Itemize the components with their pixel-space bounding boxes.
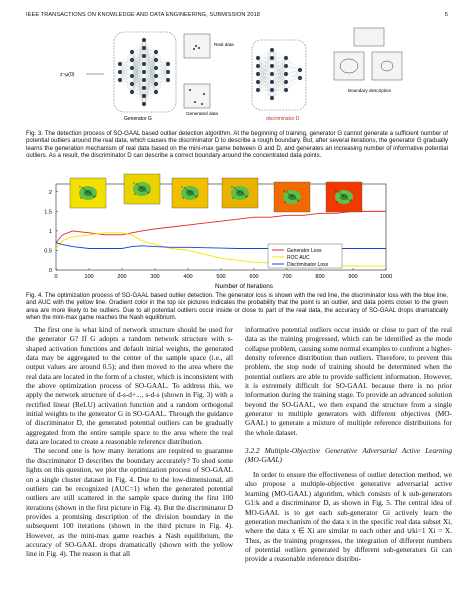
legend-entry: ROC AUC xyxy=(287,255,310,261)
neuron xyxy=(142,94,146,98)
paragraph: In order to ensure the effectiveness of outlier detection method, we also propose a multiple-objective generative adversarial active learning (MO-GAAL) algorithm, which consists of k sub-generators G1:k and a discriminator D, as shown in Fig. 5. The central idea of MO-GAAL is to get each sub-generator Gi actively learn the generation mechanism of the data x in the specific real data subset Xi, where the data x ∈ Xi are similar to each other and ∪ki=1 Xi = X. Thus, as the training progresses, the integration of different numbers of potential outliers generated by different sub-generators Gi can provide a reasonable reference distribu- xyxy=(245,470,452,564)
neuron xyxy=(284,88,288,92)
generated-data-label: Generated data xyxy=(186,111,218,116)
x-tick-label: 500 xyxy=(216,274,226,280)
neuron xyxy=(142,86,146,90)
x-tick-label: 1000 xyxy=(379,274,393,280)
generator-label: Generator G xyxy=(124,116,152,122)
neuron xyxy=(154,82,158,86)
neuron xyxy=(118,70,122,74)
neuron xyxy=(118,78,122,82)
x-tick-label: 600 xyxy=(249,274,259,280)
neuron xyxy=(130,74,134,78)
paragraph: informative potential outliers occur inside or close to part of the real data as the training progressed, which can be identified as the mode collapse problem, causing some normal examples to confront a higher-density reference distribution than outliers. Therefore, to prevent this problem, the stop node of training should be determined when the potential outliers are able to provide sufficient information. However, it is extremely difficult for SO-GAAL because there is no prior information during the training stage. To provide an advanced solution beyond the SO-GAAL, we then expand the structure from a single generator to multiple generators with different objectives (MO-GAAL) to generate a mixture of multiple reference distributions for the whole dataset. xyxy=(245,325,452,437)
neuron xyxy=(154,58,158,62)
x-axis-title: Number of Iterations xyxy=(215,283,273,290)
neuron xyxy=(142,78,146,82)
boundary-label: Boundary description xyxy=(348,88,392,93)
discriminator-label: discriminator D xyxy=(266,116,300,122)
neuron xyxy=(154,66,158,70)
neuron xyxy=(270,64,274,68)
legend-entry: Discriminator Loss xyxy=(287,262,329,268)
left-column xyxy=(26,325,233,559)
x-tick-label: 200 xyxy=(117,274,127,280)
real-data-panel xyxy=(184,34,234,58)
y-tick-label: 0.5 xyxy=(44,248,52,255)
x-tick-label: 700 xyxy=(282,274,292,280)
neuron xyxy=(256,56,260,60)
x-tick-label: 800 xyxy=(315,274,325,280)
neuron xyxy=(256,72,260,76)
neuron xyxy=(166,78,170,82)
noise-label: z~μ(0) xyxy=(60,72,75,78)
neuron xyxy=(270,48,274,52)
neuron xyxy=(256,80,260,84)
figure3-caption: Fig. 3. The detection process of SO-GAAL based outlier detection algorithm. At the beginning of training, generator G cannot generate a sufficient number of potential outliers around the real data, which causes the discriminator D to describe a rough boundary. But, after several iterations, the generator G gradually learns the generation mechanism of real data based on the mini-max game between G and D, and generates an increasing number of informative potential outliers. As a result, the discriminator D can describe a correct boundary around the concentrated data points. xyxy=(26,130,448,160)
x-tick-label: 100 xyxy=(84,274,94,280)
neuron xyxy=(284,56,288,60)
y-tick-label: 1.5 xyxy=(44,209,52,216)
neuron xyxy=(142,102,146,106)
chart-legend xyxy=(268,244,342,268)
x-tick-label: 0 xyxy=(54,274,58,280)
neuron xyxy=(270,72,274,76)
neuron xyxy=(130,50,134,54)
discriminator-network xyxy=(256,48,302,100)
neuron xyxy=(270,80,274,84)
heatmap-thumbnail xyxy=(326,182,362,212)
neuron xyxy=(270,96,274,100)
x-tick-label: 400 xyxy=(183,274,193,280)
y-tick-label: 2 xyxy=(48,189,52,196)
generated-data-panel xyxy=(184,84,218,116)
heatmap-thumbnail xyxy=(172,178,208,208)
y-tick-label: 0 xyxy=(48,268,52,274)
neuron xyxy=(256,88,260,92)
neuron xyxy=(154,74,158,78)
neuron xyxy=(284,64,288,68)
neuron xyxy=(142,70,146,74)
boundary-panel xyxy=(334,28,402,93)
legend-entry: Generator Loss xyxy=(287,248,322,254)
neuron xyxy=(130,82,134,86)
neuron xyxy=(130,90,134,94)
page-number: 5 xyxy=(444,12,448,18)
neuron xyxy=(154,90,158,94)
heatmap-thumbnail xyxy=(274,182,310,212)
neuron xyxy=(142,54,146,58)
neuron xyxy=(284,72,288,76)
neuron xyxy=(130,58,134,62)
figure4-chart xyxy=(26,172,452,290)
running-header xyxy=(26,12,448,18)
neuron xyxy=(166,62,170,66)
neuron xyxy=(142,46,146,50)
neuron xyxy=(142,38,146,42)
neuron xyxy=(142,62,146,66)
heatmap-thumbnail xyxy=(124,174,160,204)
figure3-diagram xyxy=(56,26,416,126)
neuron xyxy=(130,66,134,70)
neuron xyxy=(298,68,302,72)
neuron xyxy=(284,80,288,84)
neuron xyxy=(256,64,260,68)
heatmap-thumbnail xyxy=(222,178,258,208)
noise-input xyxy=(60,72,104,78)
neuron xyxy=(118,62,122,66)
section-heading: 3.2.2 Multiple-Objective Generative Adversarial Active Learning (MO-GAAL) xyxy=(245,446,452,465)
right-column xyxy=(245,325,452,564)
figure4-caption: Fig. 4. The optimization process of SO-GAAL based outlier detection. The generator loss is shown with the red line, the discriminator loss with the blue line, and AUC with the yellow line. Gradient color in the top six pictures indicates the probability that the point is an outlier, and data points closer to the green area are more likely to be outliers. Due to all potential outliers occur inside or close to part of the real data, the accuracy of SO-GAAL drops dramatically when the mini-max game reaches the Nash equilibrium. xyxy=(26,292,448,322)
paragraph: The second one is how many iterations are required to guarantee the discriminator D describes the boundary accurately? To shed some lights on this question, we plot the optimization process of SO-GAAL on a single cluster dataset in Fig. 4. Due to the low-dimensional, all outliers can be recognized (AUC=1) when the generated potential outliers are still scattered in the sample space during the first 100 iterations (shown in the first picture in Fig. 4). But the discriminator D provides a promising description of the division boundary in the subsequent 100 iterations (shown in the third picture in Fig. 4). However, as the mini-max game reaches a Nash equilibrium, the accuracy of SO-GAAL drops dramatically (shown with the yellow line in Fig. 4). The reason is that all xyxy=(26,446,233,559)
neuron xyxy=(154,50,158,54)
real-data-label: Real data xyxy=(214,42,234,47)
x-tick-label: 900 xyxy=(348,274,358,280)
neuron xyxy=(298,76,302,80)
neuron xyxy=(270,88,274,92)
generator-network xyxy=(118,38,170,106)
y-tick-label: 1 xyxy=(48,228,52,235)
heatmap-thumbnail xyxy=(70,178,106,208)
journal-title: IEEE TRANSACTIONS ON KNOWLEDGE AND DATA ENGINEERING, SUBMISSION 2018 xyxy=(26,12,261,18)
neuron xyxy=(166,70,170,74)
neuron xyxy=(270,56,274,60)
paragraph: The first one is what kind of network structure should be used for the generator G? If G adopts a random network structure with s-shaped activation functions and default initial weights, the generated data may be aggregated to the center of the sample space (i.e., all output values are around 0.5); and then moved to the area where the real data are located in the form of a cluster, which is inconsistent with the above optimization process of SO-GAAL. To address this, we apply the network structure of d-s-d+..., s-d-s (shown in Fig. 3) with a rectified linear (ReLU) activation function and a random orthogonal initial weights to the generator G in SO-GAAL. Through the guidance of discriminator D, the generated potential outliers can be gradually aggregated from the entire sample space to the area where the real data are located to create a reasonable reference distribution. xyxy=(26,325,233,447)
x-tick-label: 300 xyxy=(150,274,160,280)
